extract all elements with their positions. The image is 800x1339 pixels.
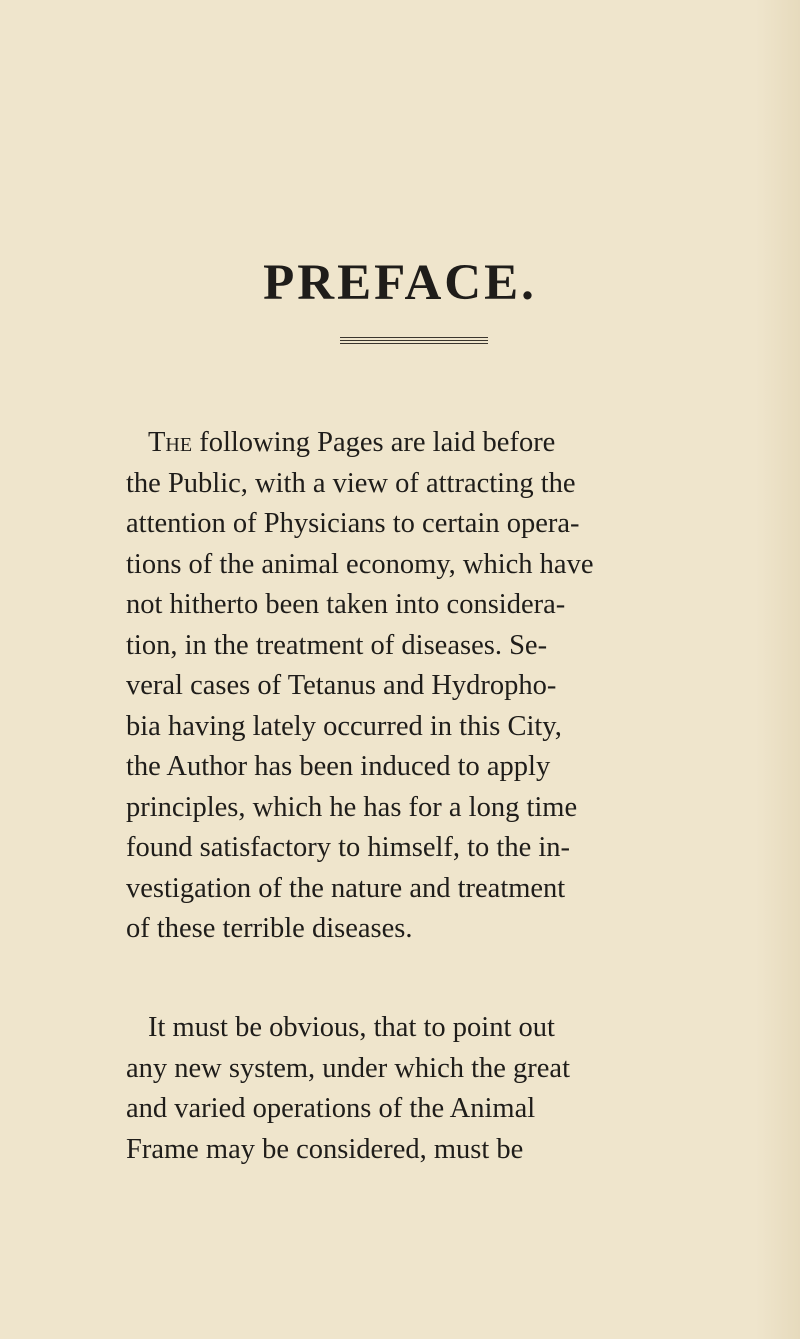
page-title: PREFACE. <box>263 255 537 311</box>
text-line: Frame may be considered, must be <box>126 1133 524 1165</box>
text-line: found satisfactory to himself, to the in- <box>126 832 571 863</box>
text-line: not hitherto been taken into considera- <box>126 589 566 620</box>
text-line-content: following Pages are laid before <box>192 427 556 458</box>
small-caps-lead: The <box>148 427 193 458</box>
text-line: principles, which he has for a long time <box>126 791 578 823</box>
text-line: veral cases of Tetanus and Hydropho- <box>126 670 557 701</box>
text-line: tions of the animal economy, which have <box>126 548 594 580</box>
text-line: and varied operations of the Animal <box>126 1093 536 1124</box>
paragraph-1 <box>126 423 716 950</box>
text-line: vestigation of the nature and treatment <box>126 872 566 904</box>
text-line: of these terrible diseases. <box>126 913 413 944</box>
text-line: attention of Physicians to certain opera- <box>126 508 580 539</box>
text-line: the Author has been induced to apply <box>126 751 551 782</box>
paragraph-2 <box>126 1008 716 1170</box>
text-line: tion, in the treatment of diseases. Se- <box>126 629 548 661</box>
text-line: any new system, under which the great <box>126 1052 570 1084</box>
text-line: bia having lately occurred in this City, <box>126 710 562 742</box>
page-edge-shadow <box>756 0 800 1339</box>
text-line: It must be obvious, that to point out <box>148 1012 555 1043</box>
text-line <box>126 423 716 464</box>
text-line: the Public, with a view of attracting the <box>126 467 576 499</box>
title-divider-rule <box>340 335 488 347</box>
